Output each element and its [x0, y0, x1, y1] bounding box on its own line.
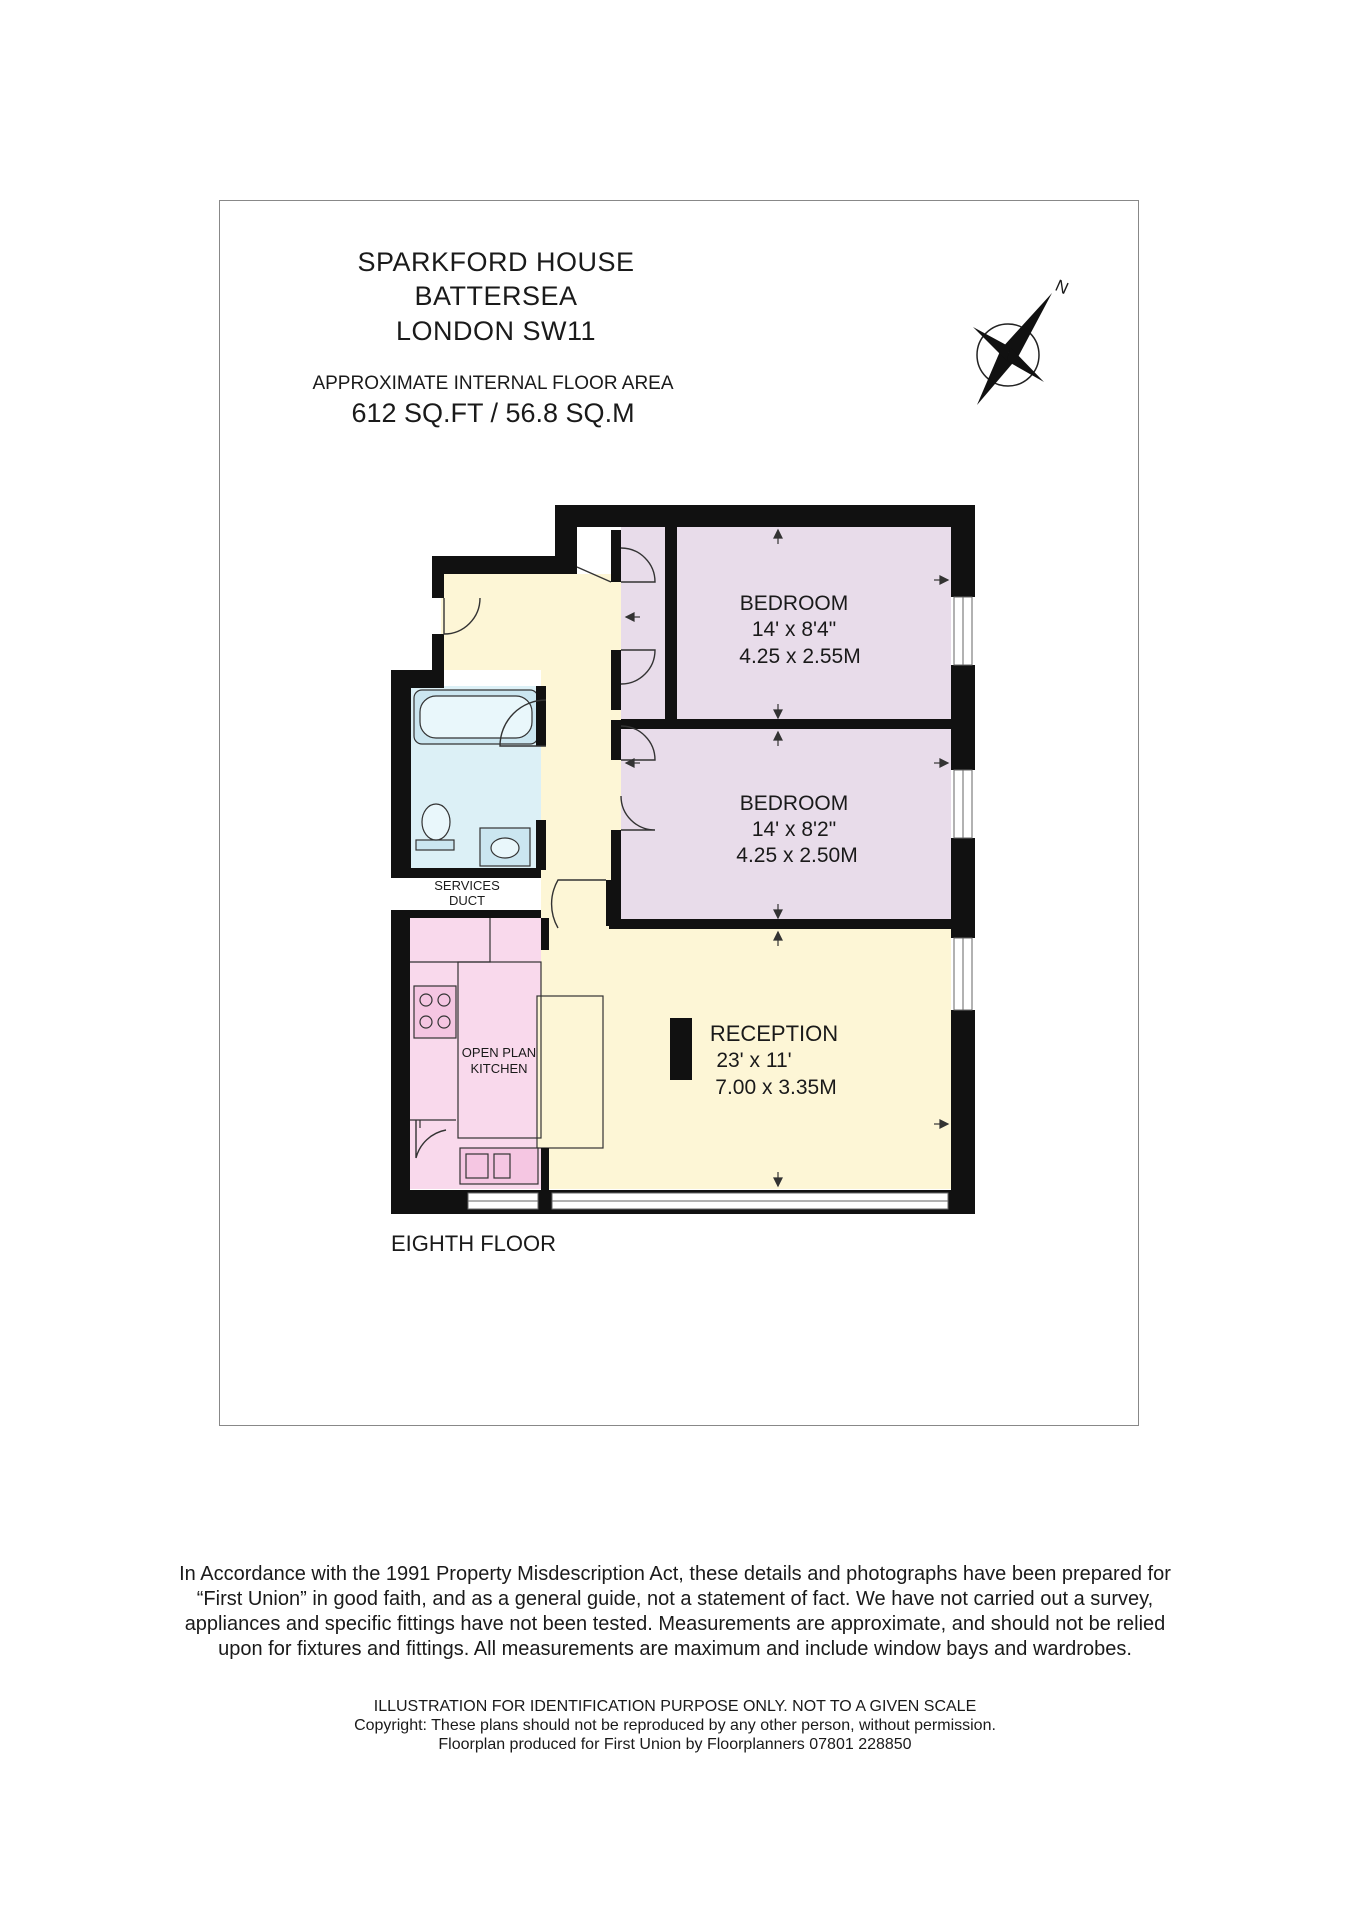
- compass-rose-icon: [973, 276, 1071, 405]
- property-name: SPARKFORD HOUSE: [357, 247, 635, 277]
- toilet-icon: [416, 840, 454, 850]
- floor-label: EIGHTH FLOOR: [391, 1231, 557, 1256]
- kitchen-line2: KITCHEN: [470, 1061, 528, 1076]
- disclaimer-line: appliances and specific fittings have not been tested. Measurements are approximate, and should not be relied: [184, 1613, 1166, 1635]
- property-area: BATTERSEA: [414, 281, 578, 311]
- compass-north-label: N: [1052, 275, 1072, 299]
- produced-note: Floorplan produced for First Union by Floorplanners 07801 228850: [438, 1736, 912, 1753]
- reception-imperial: 23' x 11': [716, 1049, 792, 1072]
- disclaimer-line: upon for fixtures and fittings. All measurements are maximum and include window bays and wardrobes.: [218, 1638, 1132, 1660]
- reception-metric: 7.00 x 3.35M: [715, 1076, 837, 1099]
- services-line1: SERVICES: [434, 878, 500, 893]
- chimney-breast: [670, 1018, 692, 1080]
- reception-name: RECEPTION: [709, 1021, 839, 1046]
- property-city: LONDON SW11: [395, 316, 597, 346]
- disclaimer-line: In Accordance with the 1991 Property Misdescription Act, these details and photographs have been prepared for: [179, 1563, 1171, 1585]
- illustration-note: ILLUSTRATION FOR IDENTIFICATION PURPOSE ONLY. NOT TO A GIVEN SCALE: [373, 1698, 977, 1715]
- bedroom1-name: BEDROOM: [739, 592, 849, 615]
- disclaimer: [60, 1562, 1290, 1662]
- floor-area-label: APPROXIMATE INTERNAL FLOOR AREA: [312, 373, 674, 394]
- cooktop-icon: [414, 986, 456, 1038]
- bedroom2-metric: 4.25 x 2.50M: [736, 844, 858, 867]
- island-outline: [537, 996, 603, 1148]
- bedroom2-imperial: 14' x 8'2": [751, 818, 837, 841]
- bedroom1-metric: 4.25 x 2.55M: [739, 645, 861, 668]
- services-line2: DUCT: [448, 893, 486, 908]
- disclaimer-line: “First Union” in good faith, and as a general guide, not a statement of fact. We have not carried out a survey,: [196, 1588, 1154, 1610]
- bedroom2-name: BEDROOM: [739, 792, 849, 815]
- copyright-note: Copyright: These plans should not be reproduced by any other person, without permission.: [354, 1717, 996, 1734]
- bedroom1-imperial: 14' x 8'4": [751, 618, 837, 641]
- floor-area-value: 612 SQ.FT / 56.8 SQ.M: [351, 398, 635, 428]
- kitchen-line1: OPEN PLAN: [461, 1045, 537, 1060]
